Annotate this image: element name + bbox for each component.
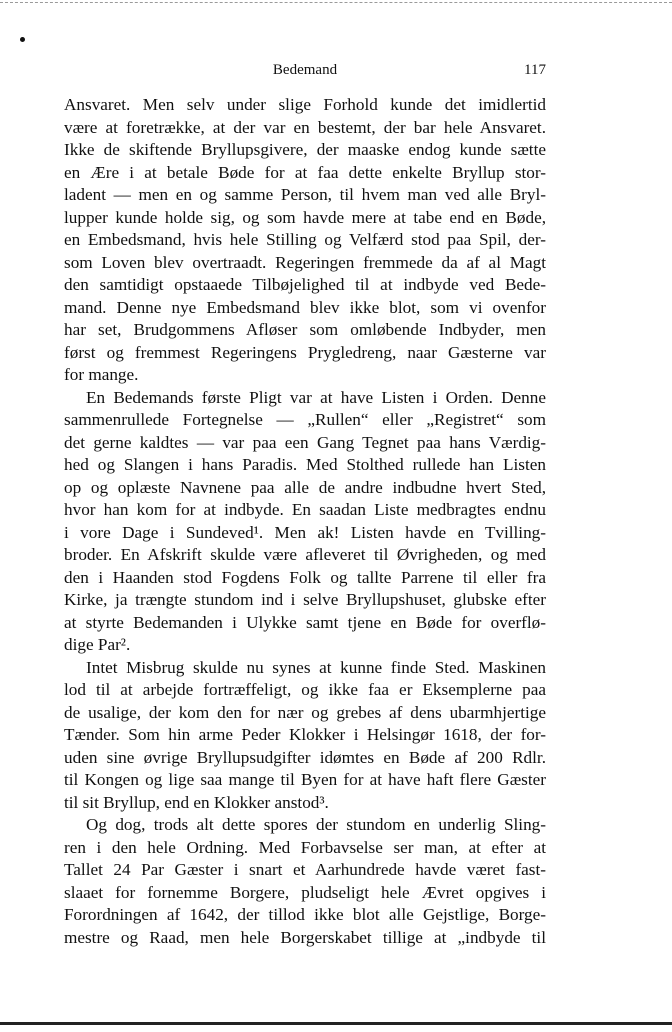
text-line: mestre og Raad, men hele Borgerskabet tillige at „indbyde til [64, 927, 546, 947]
text-line: Ansvaret. Men selv under slige Forhold kunde det imidlertid [64, 95, 546, 114]
text-line: først og fremmest Regeringens Prygledreng, naar Gæsterne var [64, 342, 546, 362]
text-line: Kirke, ja trængte stundom ind i selve Bryllupshuset, glubske efter [64, 590, 546, 609]
text-line: en Ære i at betale Bøde for at faa dette enkelte Bryllup stor- [64, 162, 546, 182]
text-line: Tallet 24 Par Gæster i snart et Aarhundrede havde været fast- [64, 860, 546, 879]
text-line: hed og Slangen i hans Paradis. Med Stolthed rullede han Listen [64, 455, 546, 474]
paragraph-first-line: En Bedemands første Pligt var at have Listen i Orden. Denne [86, 387, 546, 407]
text-line: til sit Bryllup, end en Klokker anstod³. [64, 792, 329, 812]
text-line: lod til at arbejde fortræffeligt, og ikke faa er Eksemplerne paa [64, 680, 546, 699]
top-edge-rule [0, 2, 672, 3]
text-line: den samtidigt opstaaede Tilbøjelighed til at indbyde ved Bede- [64, 275, 546, 294]
text-line: som Loven blev overtraadt. Regeringen fremmede da af al Magt [64, 252, 546, 272]
page-number: 117 [524, 62, 546, 78]
text-line: være at foretrække, at der var en bestemt, der bar hele Ansvaret. [64, 117, 546, 137]
text-line: ren i den hele Ordning. Med Forbavselse ser man, at efter at [64, 837, 546, 857]
text-line: de usalige, der kom den for nær og grebes af dens ubarmhjertige [64, 702, 546, 722]
margin-dot-mark [20, 37, 25, 42]
text-line: uden sine øvrige Bryllupsudgifter idømtes en Bøde af 200 Rdlr. [64, 747, 546, 767]
text-line: slaaet for fornemme Borgere, pludseligt hele Ævret opgives i [64, 882, 546, 902]
paragraph-first-line: Intet Misbrug skulde nu synes at kunne finde Sted. Maskinen [86, 657, 546, 677]
text-line: dige Par². [64, 635, 131, 654]
text-line: op og oplæste Navnene paa alle de andre indbudne hvert Sted, [64, 477, 546, 497]
text-line: lupper kunde holde sig, og som havde mere at tabe end en Bøde, [64, 207, 546, 227]
text-line: en Embedsmand, hvis hele Stilling og Velfærd stod paa Spil, der- [64, 230, 546, 249]
text-line: Forordningen af 1642, der tillod ikke blot alle Gejstlige, Borge- [64, 905, 546, 924]
text-line: hvor han kom for at indbyde. En saadan Liste medbragtes endnu [64, 500, 546, 519]
text-line: at styrte Bedemanden i Ulykke samt tjene en Bøde for overflø- [64, 612, 546, 632]
paragraph-first-line: Og dog, trods alt dette spores der stundom en underlig Sling- [86, 815, 546, 834]
text-line: har set, Brudgommens Afløser som omløbende Indbyder, men [64, 320, 546, 339]
text-line: Ikke de skiftende Bryllupsgivere, der maaske endog kunde sætte [64, 140, 546, 159]
text-line: ladent — men en og samme Person, til hvem man ved alle Bryl- [64, 185, 546, 204]
text-line: broder. En Afskrift skulde være afleveret til Øvrigheden, og med [64, 545, 546, 564]
text-line: i vore Dage i Sundeved¹. Men ak! Listen havde en Tvilling- [64, 522, 546, 542]
text-line: Tænder. Som hin arme Peder Klokker i Helsingør 1618, der for- [64, 725, 546, 744]
text-line: den i Haanden stod Fogdens Folk og tallte Parrene til eller fra [64, 567, 546, 587]
running-head [64, 60, 546, 84]
bottom-edge-rule [0, 1022, 672, 1025]
text-line: sammenrullede Fortegnelse — „Rullen“ eller „Registret“ som [64, 410, 546, 429]
running-title: Bedemand [272, 62, 338, 78]
text-line: for mange. [64, 365, 139, 384]
body-text [64, 94, 546, 949]
text-line: det gerne kaldtes — var paa een Gang Tegnet paa hans Værdig- [64, 432, 546, 452]
text-line: mand. Denne nye Embedsmand blev ikke blot, som vi ovenfor [64, 297, 546, 317]
text-line: til Kongen og lige saa mange til Byen for at have haft flere Gæster [64, 770, 546, 789]
